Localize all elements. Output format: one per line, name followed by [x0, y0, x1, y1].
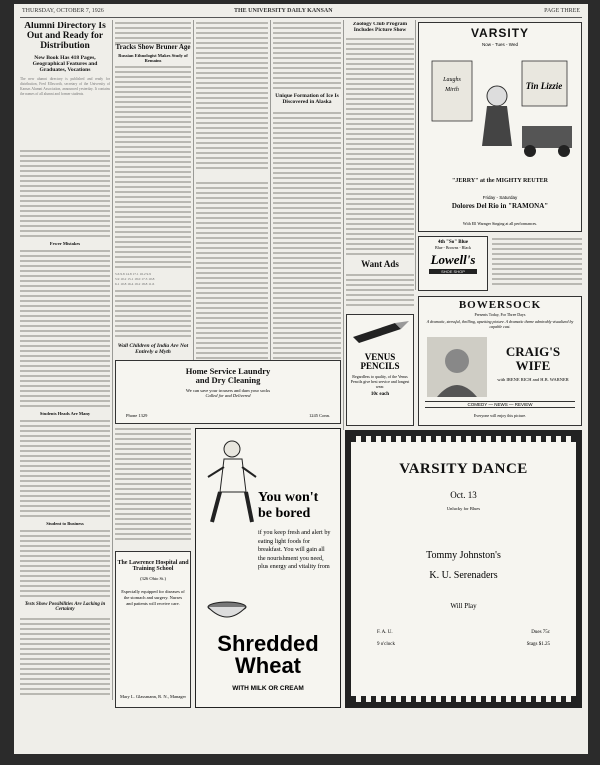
subhead-student-business: Student to Business: [46, 521, 84, 526]
hospital-body: Especially equipped for diseases of the stomach and surgery. Nurses and patients will receive care.: [121, 588, 185, 606]
masthead-date: THURSDAY, OCTOBER 7, 1926: [22, 8, 104, 14]
bowersock-title: BOWERSOCK: [458, 299, 542, 311]
man-illustration: [202, 437, 258, 527]
subhead-students-heads: Students Heads Are Many: [39, 411, 91, 416]
want-ads-heading: Want Ads: [361, 259, 399, 269]
article-text-block: [273, 22, 341, 92]
ad-varsity-dance: [345, 430, 582, 708]
wheat-headline-1: You won't: [258, 490, 319, 505]
column-rule: [343, 20, 344, 430]
article-text-block: [20, 150, 110, 240]
column-rule: [415, 20, 416, 290]
subhead-alumni: New Book Has 418 Pages, Geographical Features and Graduates, Vocations: [32, 54, 98, 73]
laundry-call: Called for and Delivered: [205, 392, 251, 398]
ad-varsity-theater: [418, 22, 582, 232]
ad-shredded-wheat: [195, 428, 341, 708]
wheat-with: WITH MILK OR CREAM: [232, 685, 304, 692]
svg-text:Laughs: Laughs: [443, 77, 461, 83]
article-text-block: [115, 290, 191, 340]
column-2-continued: [115, 428, 191, 548]
subhead-tracks: Russian Ethnologist Makes Study of Remains: [118, 53, 188, 63]
venus-price: 10c each: [370, 392, 390, 397]
lowells-line1: 4th "So" Blue: [437, 240, 468, 245]
article-text-block: [20, 420, 110, 520]
wheat-brand: Shredded Wheat: [217, 631, 319, 678]
bowersock-star: with IRENE RICH and H.B. WARNER: [497, 377, 569, 382]
dance-group: K. U. Serenaders: [429, 570, 498, 581]
article-text-block: [115, 66, 191, 271]
column-rule: [112, 20, 113, 700]
masthead-rule: [20, 17, 582, 18]
varsity-movie: Dolores Del Rio in "RAMONA": [451, 202, 549, 210]
article-text-block: [196, 22, 268, 172]
wheat-headline-2: be bored: [258, 506, 311, 521]
article-alumni-body: The new alumni directory is published and ready for distribution, Fred Ellsworth, secretary of the University of Kansas Alumni Association, announced yesterday. It contains the names of all alumni and former students.: [20, 77, 110, 97]
dance-dues: Dues 75c: [531, 630, 550, 635]
article-text-block: [20, 250, 110, 410]
want-ads-text: [346, 274, 414, 312]
laundry-phone: Phone 1329: [126, 413, 148, 418]
svg-text:Tin Lizzie: Tin Lizzie: [525, 81, 563, 91]
article-text-block: [346, 38, 414, 263]
varsity-illustration: [427, 51, 575, 173]
article-text-block: [196, 182, 268, 367]
column-6: [492, 236, 582, 291]
svg-text:Mirth: Mirth: [445, 87, 459, 93]
column-1: [20, 22, 110, 702]
ad-lowells: [418, 236, 488, 291]
column-3: [196, 22, 268, 367]
hospital-title: The Lawrence Hospital and Training School: [117, 560, 189, 573]
varsity-friday: Friday - Saturday: [482, 195, 518, 200]
article-text-block: [20, 618, 110, 698]
article-text-block: [115, 428, 191, 546]
subhead-fewer-mistakes: Fewer Mistakes: [49, 241, 81, 246]
bowersock-portrait: [427, 337, 487, 397]
wheat-body: if you keep fresh and alert by eating light foods for breakfast. You will gain all the nourishment you need, plus energy and vitality from: [258, 529, 331, 570]
headline-zoology: Zoology Club Program Includes Picture Show: [352, 22, 408, 33]
ad-venus-pencils: [346, 314, 414, 426]
column-rule: [193, 20, 194, 365]
venus-brand: VENUS PENCILS: [360, 352, 400, 371]
laundry-sub: and Dry Cleaning: [195, 374, 261, 385]
table-row: 5.6 9.8 14.8 17.1 16.2 9.9: [115, 272, 151, 276]
headline-ice: Unique Formation of Ice Is Discovered in Alaska: [275, 93, 339, 105]
masthead: [14, 4, 588, 24]
column-rule: [270, 20, 271, 365]
lowells-sub: SHOE SHOP: [429, 269, 477, 274]
varsity-note: With Ell Warnger Singing at all performances.: [462, 221, 538, 226]
dance-will-play: Will Play: [450, 602, 477, 610]
laundry-address: 1245 Conn.: [308, 413, 330, 418]
headline-alumni: Alumni Directory Is Out and Ready for Distribution: [24, 22, 106, 51]
varsity-dates: Now - Tues - Wed: [482, 41, 518, 47]
column-2: [115, 22, 191, 367]
lowells-line2: Blue - Browns - Black: [435, 245, 471, 250]
ad-laundry: [115, 360, 341, 424]
pencil-icon: [351, 319, 411, 349]
dance-venue: F. A. U.: [377, 630, 393, 635]
cereal-bowl-icon: [206, 599, 248, 621]
bowersock-desc: A dramatic, stressful, thrilling, upsetting picture. A dramatic theme admirably visualized by capable cast.: [426, 318, 574, 329]
masthead-page: PAGE THREE: [544, 8, 580, 14]
bowersock-movie: CRAIG'S WIFE: [505, 344, 561, 373]
lowells-brand: Lowell's: [430, 252, 476, 267]
dance-date: Oct. 13: [450, 490, 477, 500]
article-text-block: [20, 530, 110, 600]
masthead-paper: THE UNIVERSITY DAILY KANSAN: [234, 8, 333, 14]
table-row: 6.1 10.8 16.4 19.2 18.8 11.6: [115, 282, 155, 286]
dance-title: VARSITY DANCE: [399, 461, 528, 477]
varsity-feature: "JERRY" at the MIGHTY REUTER: [452, 178, 548, 184]
dance-leader: Tommy Johnston's: [426, 550, 501, 561]
ad-lawrence-hospital: [115, 551, 191, 708]
headline-wall-children: Wall Children of India Are Not Entirely a Myth: [117, 343, 189, 355]
newspaper-page: [14, 4, 588, 754]
headline-tests: Tests Show Possibilities Are Lacking in Certainty: [24, 602, 106, 613]
headline-tracks: Tracks Show Bruner Age: [115, 43, 191, 51]
bowersock-bill: COMEDY — NEWS — REVIEW: [425, 401, 575, 408]
varsity-title: VARSITY: [470, 26, 530, 40]
laundry-title: Home Service Laundry: [185, 366, 271, 376]
dance-stags: Stags $1.25: [526, 642, 550, 647]
article-text-block: [492, 238, 582, 288]
hospital-manager: Mary L. Glassmann, R. N., Manager: [120, 694, 186, 699]
bowersock-footer: Everyone will enjoy this picture.: [473, 413, 527, 418]
column-5: [346, 22, 414, 312]
venus-desc: Regardless to quality, of the Venus Pencils give best service and longest wear.: [350, 374, 410, 389]
dance-time: 9 o'clock: [377, 642, 395, 647]
article-text-block: [273, 112, 341, 362]
laundry-line: We can save your trousers and darn your socks: [185, 387, 271, 393]
table-row: 5.9 10.2 15.1 18.0 17.3 10.8: [115, 277, 155, 281]
data-table: [115, 272, 191, 287]
hospital-address: (326 Ohio St.): [140, 575, 166, 581]
ad-bowersock: [418, 296, 582, 426]
dance-subtitle: Unlucky for Blues: [446, 506, 481, 511]
bowersock-sub: Presents Today, For Three Days: [474, 311, 526, 317]
